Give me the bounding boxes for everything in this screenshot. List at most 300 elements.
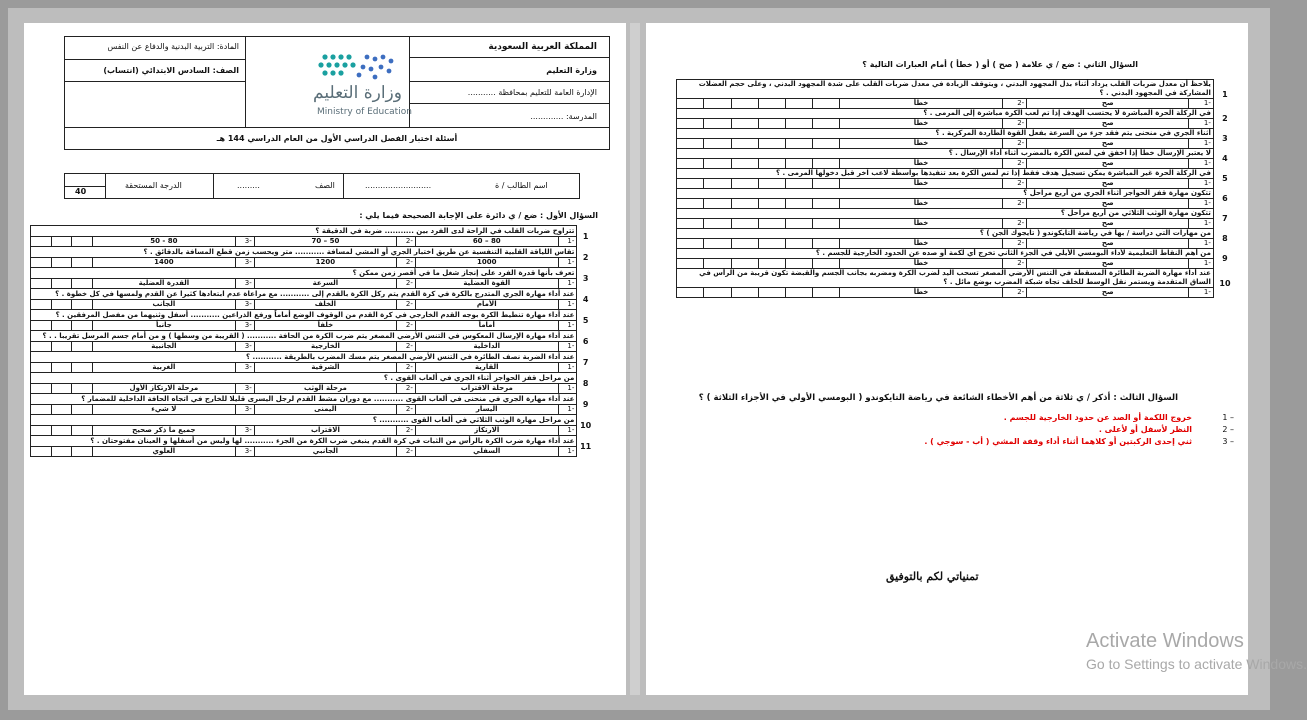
exam-page-1 [24, 23, 626, 695]
q1-options-row [31, 279, 595, 289]
q2-statement: في الركلة الحرة غير المباشرة يمكن تسجيل هدف فقط إذا تم لمس الكرة بعد تنفيذها بواسطة لاعب آخر قبل دخولها المرمى . ؟ [677, 169, 1214, 179]
q2-stem-row [677, 229, 1237, 239]
option-label: -2 [1002, 239, 1027, 249]
q2-stem-row [677, 80, 1237, 99]
option-label: -2 [1002, 119, 1027, 129]
option-label: -1 [1189, 239, 1214, 249]
q2-stem-row [677, 269, 1237, 288]
q1-number: 7 [582, 357, 589, 367]
q1-question-stem: تقاس اللياقة القلبية التنفسية عن طريق اختبار الجري أو المشي لمسافة ........... متر ويحسب زمن قطع المسافة بالدقائق . ؟ [31, 247, 577, 258]
q3-answer-number: – 2 [1222, 425, 1234, 434]
blank-cell [51, 279, 72, 289]
false-option[interactable]: خطأ [840, 219, 1002, 229]
q2-table [676, 79, 1236, 298]
answer-option[interactable]: الاقتراب [254, 426, 396, 436]
q1-options-row [31, 342, 595, 352]
blank-cell [72, 426, 93, 436]
q1-number: 10 [580, 420, 592, 430]
option-label: -3 [235, 384, 254, 394]
blank-cell [813, 119, 840, 129]
option-label: -1 [1189, 259, 1214, 269]
option-label: -1 [558, 447, 577, 457]
option-label: -2 [397, 363, 416, 373]
logo-arabic-text: وزارة التعليم [313, 83, 402, 103]
answer-option[interactable]: الداخلية [415, 342, 558, 352]
q2-statement: من أهم النقاط التعليمية لأداء البومسي الأيلي في الجزء الثاني تخرج أي لكمة أو صده عن الحدود الخارجية للجسم . ؟ [677, 249, 1214, 259]
blank-cell [31, 342, 52, 352]
q1-number: 3 [582, 273, 589, 283]
q2-number: 2 [1222, 114, 1228, 123]
blank-cell [704, 288, 731, 298]
q1-options-row [31, 321, 595, 331]
q1-number: 6 [582, 336, 589, 346]
q1-title: السؤال الأول : ضع / ي دائرة على الإجابة الصحيحة فيما يلي : [359, 211, 598, 220]
q1-options-row [31, 447, 595, 457]
blank-cell [786, 179, 813, 189]
q2-answer-row [677, 99, 1237, 109]
blank-cell [731, 119, 758, 129]
blank-cell [731, 239, 758, 249]
option-label: -2 [1002, 288, 1027, 298]
blank-cell [31, 321, 52, 331]
blank-cell [786, 99, 813, 109]
blank-cell [813, 159, 840, 169]
q2-answer-row [677, 288, 1237, 298]
answer-option[interactable]: 80 – 60 [415, 237, 558, 247]
false-option[interactable]: خطأ [840, 99, 1002, 109]
exam-header [64, 36, 610, 150]
blank-cell [813, 219, 840, 229]
q2-answer-row [677, 119, 1237, 129]
option-label: -2 [1002, 179, 1027, 189]
answer-option[interactable]: الغربية [92, 363, 235, 373]
q3-title: السؤال الثالث : أذكر / ي ثلاثة من أهم الأخطاء الشائعة في رياضة التايكوندو ( البومسي الأولي في الأجزاء الثلاثة ) ؟ [698, 393, 1178, 403]
q2-number: 10 [1219, 278, 1231, 288]
student-dots: .......................... [365, 181, 432, 190]
logo-english-text: Ministry of Education [317, 107, 412, 117]
option-label: -2 [397, 384, 416, 394]
option-label: -2 [1002, 259, 1027, 269]
q2-statement: في الركلة الحرة المباشرة لا يحتسب الهدف إذا تم لعب الكرة مباشرة إلى المرمى . ؟ [677, 109, 1214, 119]
option-label: -1 [558, 363, 577, 373]
blank-cell [72, 384, 93, 394]
q2-grid [676, 79, 1236, 298]
class-label: الصف [315, 181, 335, 190]
option-label: -3 [235, 405, 254, 415]
option-label: -1 [558, 384, 577, 394]
ministry-logo [295, 47, 425, 127]
q1-grid [30, 225, 594, 457]
answer-option[interactable]: القدرة العضلية [92, 279, 235, 289]
true-option[interactable]: صح [1027, 119, 1189, 129]
blank-cell [813, 239, 840, 249]
false-option[interactable]: خطأ [840, 139, 1002, 149]
q2-stem-row [677, 109, 1237, 119]
blank-cell [72, 258, 93, 268]
true-option[interactable]: صح [1027, 159, 1189, 169]
option-label: -3 [235, 300, 254, 310]
true-option[interactable]: صح [1027, 199, 1189, 209]
answer-option[interactable]: أماماً [415, 321, 558, 331]
option-label: -1 [558, 426, 577, 436]
answer-option[interactable]: الأمام [415, 300, 558, 310]
q2-number: 6 [1222, 194, 1228, 203]
school-text: المدرسة: ............. [530, 112, 597, 121]
q1-number: 11 [580, 441, 592, 451]
option-label: -2 [397, 447, 416, 457]
option-label: -1 [1189, 159, 1214, 169]
blank-cell [813, 139, 840, 149]
q1-question-stem: تتراوح ضربات القلب في الراحة لدى الفرد بين ........... ضربة في الدقيقة ؟ [31, 226, 577, 237]
q1-options-row [31, 258, 595, 268]
blank-cell [31, 447, 52, 457]
option-label: -1 [1189, 119, 1214, 129]
blank-cell [813, 199, 840, 209]
blank-cell [51, 300, 72, 310]
blank-cell [731, 219, 758, 229]
q2-number: 9 [1222, 254, 1228, 263]
option-label: -3 [235, 237, 254, 247]
option-label: -1 [1189, 99, 1214, 109]
q2-number: 7 [1222, 214, 1228, 223]
blank-cell [72, 321, 93, 331]
blank-cell [51, 405, 72, 415]
q2-stem-row [677, 209, 1237, 219]
q1-stem-row [31, 352, 595, 363]
blank-cell [758, 139, 785, 149]
q2-statement: من مهارات التي دراسة / بها في رياضة التايكوندو ( تايجوك الجن ) ؟ [677, 229, 1214, 239]
q1-stem-row [31, 331, 595, 342]
blank-cell [731, 259, 758, 269]
q1-options-row [31, 237, 595, 247]
blank-cell [813, 179, 840, 189]
answer-option[interactable]: مرحلة الارتكاز الأول [92, 384, 235, 394]
true-option[interactable]: صح [1027, 219, 1189, 229]
q1-question-stem: عند أداء مهارة الجري المتدرج بالكرة في كرة القدم يتم ركل الكرة بالقدم إلى ........... مع مراعاة عدم ابتعادها كثيرا عن القدم ولمسها في كل خطوة . ؟ [31, 289, 577, 300]
q1-stem-row [31, 373, 595, 384]
blank-cell [677, 199, 704, 209]
answer-option[interactable]: العلوي [92, 447, 235, 457]
q1-question-stem: عند أداء مهارة تنطيط الكرة بوجه القدم الخارجي في كرة القدم من الوقوف الوضع أماماً ورفع الذراعين ........... أسفل وثنيهما من مفصل المرفقين . ؟ [31, 310, 577, 321]
blank-cell [731, 199, 758, 209]
q3-answer-text: خروج اللكمة أو الصد عن حدود الخارجية للجسم . [1003, 413, 1192, 422]
blank-cell [786, 288, 813, 298]
blank-cell [704, 159, 731, 169]
q1-question-stem: عند أداء مهارة ضرب الكرة بالرأس من الثبات في كرة القدم ينبغي ضرب الكرة من الجزء ........... لها وليس من أسفلها و العينان مفتوحتان . ؟ [31, 436, 577, 447]
option-label: -3 [235, 363, 254, 373]
true-option[interactable]: صح [1027, 259, 1189, 269]
answer-option[interactable]: الجانبية [92, 342, 235, 352]
blank-cell [704, 239, 731, 249]
answer-option[interactable]: السرعة [254, 279, 396, 289]
q2-answer-row [677, 179, 1237, 189]
option-label: -2 [397, 237, 416, 247]
false-option[interactable]: خطأ [840, 179, 1002, 189]
option-label: -1 [1189, 199, 1214, 209]
q2-answer-row [677, 239, 1237, 249]
false-option[interactable]: خطأ [840, 259, 1002, 269]
q1-number: 2 [582, 252, 589, 262]
q2-statement: تتكون مهارة الوثب الثلاثي من أربع مراحل ؟ [677, 209, 1214, 219]
blank-cell [72, 447, 93, 457]
ministry-text: وزارة التعليم [546, 66, 597, 75]
q3-answer-number: – 1 [1222, 413, 1234, 422]
grade-level-text: الصف: السادس الابتدائي (انتساب) [103, 66, 239, 75]
blank-cell [704, 119, 731, 129]
q3-answer-text: النظر لأسفل أو لأعلى . [1098, 425, 1192, 434]
q2-answer-row [677, 199, 1237, 209]
q2-answer-row [677, 219, 1237, 229]
q2-answer-row [677, 139, 1237, 149]
option-label: -1 [558, 342, 577, 352]
answer-option[interactable]: القوة العضلية [415, 279, 558, 289]
q2-number: 3 [1222, 134, 1228, 143]
q1-stem-row [31, 268, 595, 279]
answer-option[interactable]: السفلي [415, 447, 558, 457]
blank-cell [758, 199, 785, 209]
true-option[interactable]: صح [1027, 239, 1189, 249]
option-label: -3 [235, 258, 254, 268]
q1-stem-row [31, 289, 595, 300]
q2-stem-row [677, 169, 1237, 179]
blank-cell [704, 199, 731, 209]
q1-question-stem: عند أداء الضربة نصف الطائرة في التنس الأرضي المصغر يتم مسك المضرب بالطريقة ........... ؟ [31, 352, 577, 363]
q2-number: 4 [1222, 154, 1228, 163]
option-label: -2 [1002, 219, 1027, 229]
blank-cell [731, 139, 758, 149]
blank-cell [51, 384, 72, 394]
q2-stem-row [677, 189, 1237, 199]
blank-cell [786, 219, 813, 229]
q2-title: السؤال الثاني : ضع / ي علامة ( صح ) أو ( خطأ ) أمام العبارات التالية ؟ [862, 60, 1138, 69]
q1-options-row [31, 384, 595, 394]
class-dots: ......... [237, 181, 260, 190]
q1-question-stem: تعرف بأنها قدرة الفرد على إنجاز شغل ما في أقصر زمن ممكن ؟ [31, 268, 577, 279]
q2-statement: لا يعتبر الإرسال خطأ إذا اخفق في لمس الكرة بالمضرب أثناء أداء الإرسال . ؟ [677, 149, 1214, 159]
option-label: -1 [558, 237, 577, 247]
blank-cell [758, 119, 785, 129]
false-option[interactable]: خطأ [840, 119, 1002, 129]
false-option[interactable]: خطأ [840, 288, 1002, 298]
blank-cell [677, 179, 704, 189]
subject-text: المادة: التربية البدنية والدفاع عن النفس [107, 42, 239, 51]
option-label: -2 [397, 258, 416, 268]
blank-cell [31, 258, 52, 268]
option-label: -1 [1189, 288, 1214, 298]
blank-cell [813, 99, 840, 109]
blank-cell [72, 405, 93, 415]
exam-title: أسئلة اختبار الفصل الدراسي الأول من العام الدراسي 144 هـ [216, 134, 458, 143]
answer-option[interactable]: 1400 [92, 258, 235, 268]
q1-question-stem: من مراحل قفز الحواجز أثناء الجري في ألعاب القوى . ؟ [31, 373, 577, 384]
q2-statement: تتكون مهارة قفز الحواجز أثناء الجري من أربع مراحل ؟ [677, 189, 1214, 199]
q1-options-row [31, 300, 595, 310]
closing-text: تمنياتي لكم بالتوفيق [886, 570, 979, 583]
blank-cell [72, 342, 93, 352]
q1-number: 1 [582, 231, 589, 241]
false-option[interactable]: خطأ [840, 199, 1002, 209]
blank-cell [677, 239, 704, 249]
true-option[interactable]: صح [1027, 288, 1189, 298]
grade-label: الدرجة المستحقة [125, 181, 182, 190]
option-label: -1 [558, 321, 577, 331]
q1-stem-row [31, 436, 595, 447]
q1-number: 5 [582, 315, 589, 325]
blank-cell [758, 179, 785, 189]
blank-cell [704, 139, 731, 149]
option-label: -3 [235, 279, 254, 289]
blank-cell [758, 99, 785, 109]
blank-cell [677, 219, 704, 229]
false-option[interactable]: خطأ [840, 159, 1002, 169]
blank-cell [31, 426, 52, 436]
blank-cell [786, 159, 813, 169]
answer-option[interactable]: 50 – 70 [254, 237, 396, 247]
option-label: -2 [397, 279, 416, 289]
answer-option[interactable]: الارتكاز [415, 426, 558, 436]
option-label: -2 [397, 300, 416, 310]
directorate-text: الإدارة العامة للتعليم بمحافظة ........... [467, 88, 597, 97]
blank-cell [31, 279, 52, 289]
answer-option[interactable]: الخارجية [254, 342, 396, 352]
q2-number: 5 [1222, 174, 1228, 183]
option-label: -2 [1002, 159, 1027, 169]
answer-option[interactable]: 80 - 50 [92, 237, 235, 247]
option-label: -1 [1189, 139, 1214, 149]
q2-number: 1 [1222, 89, 1228, 99]
q1-stem-row [31, 247, 595, 258]
option-label: -2 [397, 426, 416, 436]
activation-watermark-subtitle: Go to Settings to activate Windows. [1086, 656, 1307, 672]
q1-table [30, 225, 594, 457]
option-label: -1 [558, 300, 577, 310]
q1-stem-row [31, 310, 595, 321]
blank-cell [677, 119, 704, 129]
blank-cell [51, 258, 72, 268]
blank-cell [31, 363, 52, 373]
answer-option[interactable]: مرحلة الوثب [254, 384, 396, 394]
blank-cell [813, 288, 840, 298]
answer-option[interactable]: خلفاً [254, 321, 396, 331]
blank-cell [731, 288, 758, 298]
q2-statement: عند أداء مهارة الضربة الطائرة المسقطة في التنس الأرضي المصغر تسحب اليد لضرب الكرة ومضربه بجانب الجسم والقبضة تكون قريبة من الرأس في الساق المتقدمة ويستمر نقل الوسط للخلف تجاه شبكة المضرب بوضع مائل . ؟ [677, 269, 1214, 288]
option-label: -1 [1189, 179, 1214, 189]
false-option[interactable]: خطأ [840, 239, 1002, 249]
blank-cell [731, 179, 758, 189]
q1-question-stem: عند أداء مهارة الجري في منحنى في ألعاب القوى ........... مع دوران مشط القدم لرجل اليسرى قليلا للخارج في اتجاه الحافة الداخلية للمضمار ؟ [31, 394, 577, 405]
option-label: -2 [1002, 199, 1027, 209]
answer-option[interactable]: مرحلة الاقتراب [415, 384, 558, 394]
blank-cell [51, 363, 72, 373]
exam-page-2 [646, 23, 1248, 695]
q2-stem-row [677, 129, 1237, 139]
q2-number: 8 [1222, 234, 1228, 243]
answer-option[interactable]: 1000 [415, 258, 558, 268]
q1-options-row [31, 363, 595, 373]
option-label: -3 [235, 342, 254, 352]
q2-stem-row [677, 149, 1237, 159]
blank-cell [72, 279, 93, 289]
blank-cell [704, 219, 731, 229]
blank-cell [51, 321, 72, 331]
true-option[interactable]: صح [1027, 179, 1189, 189]
answer-option[interactable]: جانباً [92, 321, 235, 331]
activation-watermark-title: Activate Windows [1086, 630, 1244, 652]
option-label: -1 [558, 405, 577, 415]
blank-cell [51, 237, 72, 247]
blank-cell [51, 426, 72, 436]
option-label: -3 [235, 447, 254, 457]
blank-cell [31, 300, 52, 310]
q1-options-row [31, 405, 595, 415]
option-label: -2 [397, 342, 416, 352]
q3-answer-number: – 3 [1222, 437, 1234, 446]
answer-option[interactable]: لا شيء [92, 405, 235, 415]
option-label: -1 [558, 279, 577, 289]
blank-cell [786, 199, 813, 209]
option-label: -2 [1002, 139, 1027, 149]
answer-option[interactable]: القارية [415, 363, 558, 373]
blank-cell [677, 139, 704, 149]
blank-cell [677, 159, 704, 169]
blank-cell [731, 159, 758, 169]
blank-cell [51, 447, 72, 457]
blank-cell [758, 259, 785, 269]
option-label: -2 [397, 321, 416, 331]
blank-cell [704, 179, 731, 189]
blank-cell [72, 237, 93, 247]
blank-cell [731, 99, 758, 109]
answer-option[interactable]: 1200 [254, 258, 396, 268]
true-option[interactable]: صح [1027, 99, 1189, 109]
q1-question-stem: عند أداء مهارة الإرسال المعكوس في التنس الأرضي المصغر يتم ضرب الكرة من الحافة ........... ( القريبة من وسطها ) و من أمام جسم المرسل تقريبا . . ؟ [31, 331, 577, 342]
kingdom-text: المملكة العربية السعودية [488, 42, 597, 52]
option-label: -1 [558, 258, 577, 268]
answer-option[interactable]: الشرقية [254, 363, 396, 373]
answer-option[interactable]: الجانب [92, 300, 235, 310]
q2-answer-row [677, 259, 1237, 269]
true-option[interactable]: صح [1027, 139, 1189, 149]
q1-stem-row [31, 415, 595, 426]
option-label: -2 [1002, 99, 1027, 109]
answer-option[interactable]: اليسار [415, 405, 558, 415]
option-label: -2 [397, 405, 416, 415]
blank-cell [786, 139, 813, 149]
q2-statement: أثناء الجري في منحنى يتم فقد جزء من السرعة بفعل القوة الطاردة المركزية . ؟ [677, 129, 1214, 139]
blank-cell [31, 405, 52, 415]
q1-options-row [31, 426, 595, 436]
answer-option[interactable]: الجانبي [254, 447, 396, 457]
answer-option[interactable]: جميع ما ذكر صحيح [92, 426, 235, 436]
q1-stem-row [31, 394, 595, 405]
total-marks: 40 [75, 187, 87, 196]
blank-cell [72, 300, 93, 310]
blank-cell [786, 259, 813, 269]
option-label: -3 [235, 426, 254, 436]
blank-cell [758, 288, 785, 298]
q1-question-stem: من مراحل مهارة الوثب الثلاثي في ألعاب القوى ........... ؟ [31, 415, 577, 426]
answer-option[interactable]: الخلف [254, 300, 396, 310]
blank-cell [704, 259, 731, 269]
blank-cell [677, 259, 704, 269]
blank-cell [786, 239, 813, 249]
answer-option[interactable]: اليمنى [254, 405, 396, 415]
q1-number: 8 [582, 378, 589, 388]
student-info-box [64, 173, 580, 199]
q2-stem-row [677, 249, 1237, 259]
blank-cell [31, 237, 52, 247]
blank-cell [758, 219, 785, 229]
